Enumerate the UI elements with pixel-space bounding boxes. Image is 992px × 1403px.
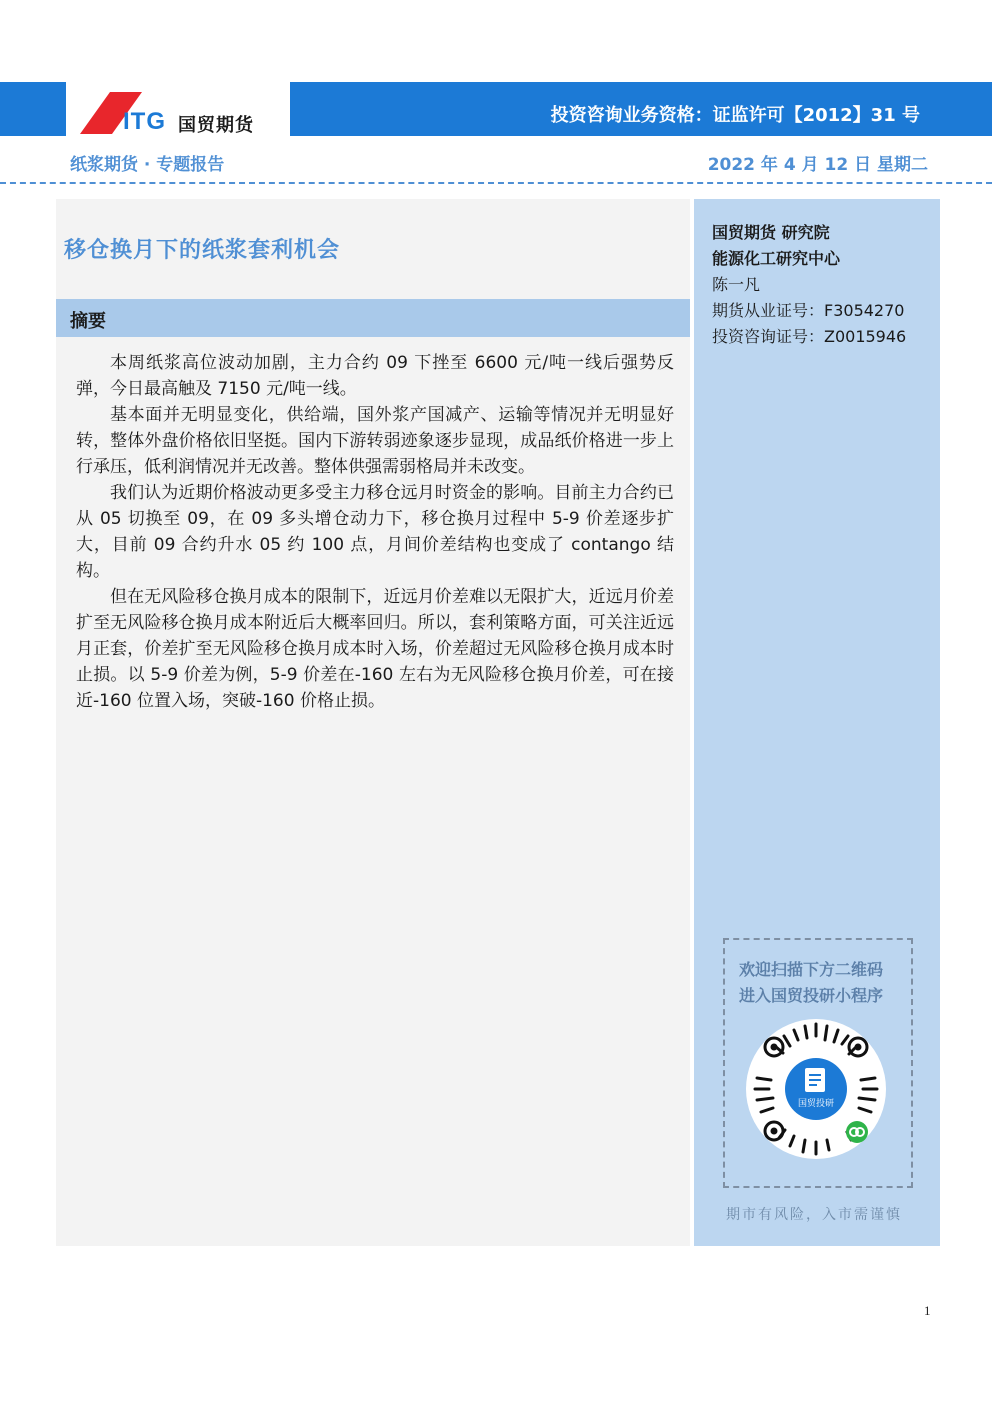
qr-center-label: 国贸投研 — [797, 1099, 835, 1109]
header-divider — [0, 182, 992, 184]
mini-program-qr-code[interactable] — [745, 1018, 887, 1160]
company-name: 国贸期货 — [178, 115, 254, 136]
analyst-name: 陈一凡 — [712, 275, 761, 294]
report-type: 纸浆期货 · 专题报告 — [70, 155, 225, 175]
abstract-paragraph: 基本面并无明显变化，供给端，国外浆产国减产、运输等情况并无明显好转，整体外盘价格依旧坚挺。国内下游转弱迹象逐步显现，成品纸价格进一步上行承压，低利润情况并无改善。整体供强需弱格局并未改变。 — [76, 405, 674, 477]
qr-caption-line1: 欢迎扫描下方二维码 — [739, 960, 884, 979]
abstract-paragraph: 但在无风险移仓换月成本的限制下，近远月价差难以无限扩大，近远月价差扩至无风险移仓换月成本附近后大概率回归。所以，套利策略方面，可关注近远月正套，价差扩至无风险移仓换月成本时入场，价差超过无风险移仓换月成本时止损。以 5-9 价差为例，5-9 价差在-160 左右为无风险移仓换月价差，可在接近-160 位置入场，突破-160 价格止损。 — [76, 587, 674, 711]
page-number: 1 — [924, 1303, 931, 1318]
abstract-bar — [56, 299, 690, 337]
research-center: 能源化工研究中心 — [712, 249, 841, 268]
futures-license: 期货从业证号：F3054270 — [712, 301, 905, 320]
report-title: 移仓换月下的纸浆套利机会 — [64, 238, 341, 263]
report-date: 2022 年 4 月 12 日 星期二 — [707, 155, 928, 175]
abstract-paragraph: 我们认为近期价格波动更多受主力移仓远月时资金的影响。目前主力合约已从 05 切换至 09，在 09 多头增仓动力下，移仓换月过程中 5-9 价差逐步扩大，目前 09 合约升水 05 约 100 点，月间价差结构也变成了 contango 结构。 — [76, 483, 674, 581]
risk-notice: 期市有风险，入市需谨慎 — [726, 1207, 902, 1223]
advisory-license: 投资咨询证号：Z0015946 — [712, 327, 907, 346]
institute-name: 国贸期货 研究院 — [712, 223, 830, 242]
abstract-body — [76, 350, 674, 714]
logo-itg-text: ITG — [123, 108, 166, 135]
qr-caption-line2: 进入国贸投研小程序 — [739, 986, 884, 1005]
abstract-heading: 摘要 — [70, 311, 106, 332]
license-text: 投资咨询业务资格：证监许可【2012】31 号 — [550, 105, 920, 126]
abstract-paragraph: 本周纸浆高位波动加剧，主力合约 09 下挫至 6600 元/吨一线后强势反弹，今日最高触及 7150 元/吨一线。 — [76, 353, 674, 399]
